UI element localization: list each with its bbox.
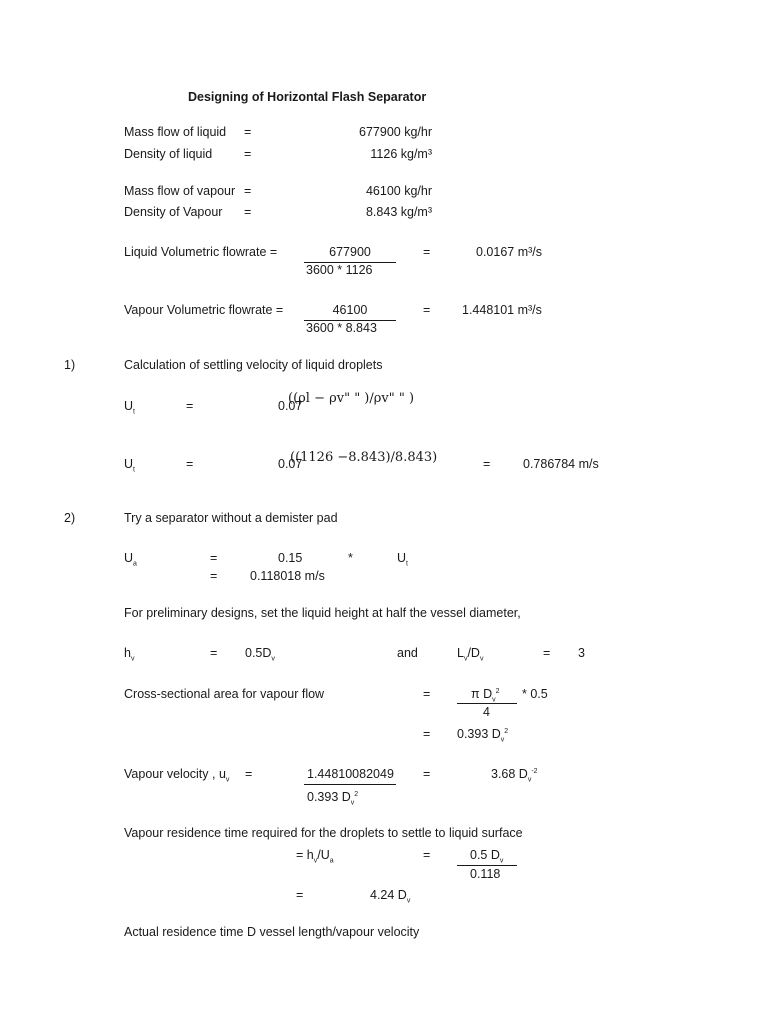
hv-value: $0.5D_v$	[245, 646, 275, 663]
mass-liquid-eq: =	[244, 125, 252, 139]
residence-fraction-bar	[457, 865, 517, 866]
ua-result: 0.118018 m/s	[250, 569, 325, 583]
residence-numerator: 0.5 $D_v$	[470, 848, 504, 865]
vapour-velocity-eq: =	[245, 767, 253, 781]
cross-section-eq2: =	[423, 727, 431, 741]
vapour-velocity-result: 3.68 $D_v^{-2}$	[491, 767, 538, 784]
ut-eq: =	[186, 399, 194, 413]
cross-section-eq: =	[423, 687, 431, 701]
cross-section-numerator: π $D_v^2$	[471, 687, 500, 704]
vapour-vol-eq: =	[423, 303, 431, 317]
page-title: Designing of Horizontal Flash Separator	[188, 90, 427, 104]
step1-heading: Calculation of settling velocity of liquid droplets	[124, 358, 383, 372]
cross-section-result: 0.393 $D_v^2$	[457, 727, 509, 744]
liquid-vol-numerator: 677900	[329, 245, 371, 259]
vapour-velocity-label: Vapour velocity , $u_v$	[124, 767, 230, 784]
mass-vapour-label: Mass flow of vapour	[124, 184, 236, 198]
ut-formula-overlay: ((ρl − ρv" " )/ρv" " )	[288, 391, 415, 406]
liquid-vol-result: 0.0167 m³/s	[476, 245, 543, 259]
mass-vapour-eq: =	[244, 184, 252, 198]
density-vapour-value: 8.843 kg/m³	[365, 205, 432, 219]
vapour-velocity-fraction-bar	[304, 784, 396, 785]
residence-eq: =	[423, 848, 431, 862]
preliminary-note: For preliminary designs, set the liquid height at half the vessel diameter,	[124, 606, 521, 620]
cross-section-denominator: 4	[483, 705, 490, 719]
ut-result: 0.786784 m/s	[523, 457, 599, 471]
ut2-label: $U_t$	[124, 457, 135, 474]
liquid-vol-label: Liquid Volumetric flowrate =	[124, 245, 278, 259]
liquid-vol-denominator: 3600 * 1126	[306, 263, 373, 277]
density-vapour-eq: =	[244, 205, 252, 219]
vapour-vol-denominator: 3600 * 8.843	[306, 321, 377, 335]
mass-liquid-value: 677900 kg/hr	[359, 125, 432, 139]
step1-number: 1)	[64, 358, 76, 372]
cross-section-label: Cross-sectional area for vapour flow	[124, 687, 325, 701]
ld-ratio-label: $L_v/D_v$	[457, 646, 484, 663]
cross-section-fraction-bar	[457, 703, 517, 704]
residence-heading: Vapour residence time required for the droplets to settle to liquid surface	[124, 826, 523, 840]
mass-liquid-label: Mass flow of liquid	[124, 125, 227, 139]
mass-vapour-value: 46100 kg/hr	[365, 184, 432, 198]
vapour-velocity-eq2: =	[423, 767, 431, 781]
cross-section-times: * 0.5	[522, 687, 548, 701]
ut2-result-eq: =	[483, 457, 491, 471]
density-vapour-label: Density of Vapour	[124, 205, 223, 219]
step2-heading: Try a separator without a demister pad	[124, 511, 338, 525]
ut2-coefficient: 0.07	[278, 457, 303, 471]
vapour-vol-label: Vapour Volumetric flowrate =	[124, 303, 284, 317]
residence-expression: = $h_v/U_a$	[296, 848, 334, 865]
ut-label: $U_t$	[124, 399, 135, 416]
density-liquid-eq: =	[244, 147, 252, 161]
ua-ut-label: $U_t$	[397, 551, 408, 568]
residence-denominator: 0.118	[470, 867, 501, 881]
liquid-vol-eq: =	[423, 245, 431, 259]
ua-factor: 0.15	[278, 551, 303, 565]
ld-eq: =	[543, 646, 551, 660]
hv-label: $h_v$	[124, 646, 135, 663]
ld-value: 3	[578, 646, 585, 660]
ua-eq2: =	[210, 569, 218, 583]
hv-eq: =	[210, 646, 218, 660]
vapour-vol-numerator: 46100	[332, 303, 368, 317]
density-liquid-label: Density of liquid	[124, 147, 213, 161]
actual-residence-note: Actual residence time D vessel length/vapour velocity	[124, 925, 420, 939]
vapour-velocity-numerator: 1.44810082049	[307, 767, 394, 781]
and-text: and	[397, 646, 418, 660]
ua-times: *	[348, 551, 353, 565]
ut-coefficient: 0.07	[278, 399, 303, 413]
ua-label: $U_a$	[124, 551, 137, 568]
ut2-eq: =	[186, 457, 194, 471]
vapour-velocity-denominator: 0.393 $D_v^2$	[307, 790, 359, 807]
residence-result: 4.24 $D_v$	[370, 888, 411, 905]
step2-number: 2)	[64, 511, 76, 525]
ut2-formula-overlay: ((1126 −8.843)/8.843)	[290, 450, 438, 465]
density-liquid-value: 1126 kg/m³	[370, 147, 432, 161]
ua-eq: =	[210, 551, 218, 565]
vapour-vol-result: 1.448101 m³/s	[462, 303, 542, 317]
residence-eq2: =	[296, 888, 304, 902]
